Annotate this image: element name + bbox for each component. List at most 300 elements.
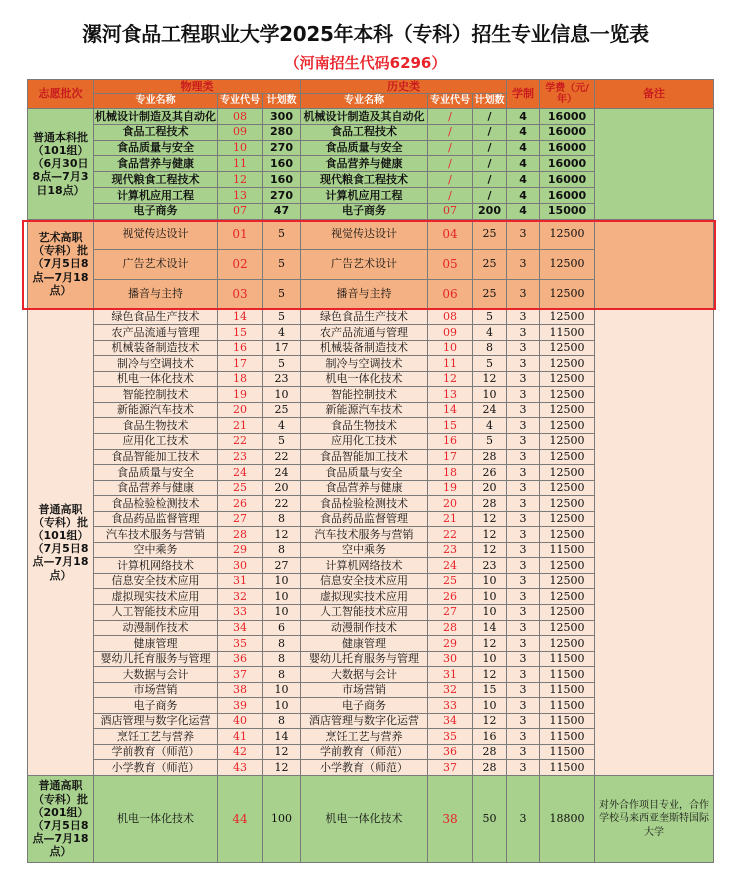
pname-cell: 新能源汽车技术 xyxy=(94,402,218,418)
pcode-cell: 07 xyxy=(218,203,263,219)
pname-cell: 机械装备制造技术 xyxy=(94,340,218,356)
pname-cell: 食品质量与安全 xyxy=(94,140,218,156)
hcode-cell: 34 xyxy=(428,713,473,729)
pplan-cell: 6 xyxy=(263,620,301,636)
hplan-cell: / xyxy=(473,109,507,125)
pname-cell: 现代粮食工程技术 xyxy=(94,172,218,188)
hname-cell: 机电一体化技术 xyxy=(301,371,428,387)
pname-cell: 虚拟现实技术应用 xyxy=(94,589,218,605)
fee-cell: 12500 xyxy=(540,279,595,309)
hcode-cell: 22 xyxy=(428,527,473,543)
years-cell: 3 xyxy=(507,542,540,558)
table-row xyxy=(28,309,714,325)
table-row xyxy=(28,775,714,862)
fee-cell: 12500 xyxy=(540,340,595,356)
pcode-cell: 21 xyxy=(218,418,263,434)
pname-cell: 市场营销 xyxy=(94,682,218,698)
hplan-cell: 12 xyxy=(473,667,507,683)
fee-cell: 12500 xyxy=(540,604,595,620)
hcode-cell: 23 xyxy=(428,542,473,558)
pcode-cell: 41 xyxy=(218,729,263,745)
hname-cell: 视觉传达设计 xyxy=(301,219,428,249)
hplan-cell: 12 xyxy=(473,527,507,543)
pplan-cell: 8 xyxy=(263,667,301,683)
pplan-cell: 8 xyxy=(263,713,301,729)
hcode-cell: 25 xyxy=(428,573,473,589)
years-cell: 3 xyxy=(507,698,540,714)
pcode-cell: 38 xyxy=(218,682,263,698)
pplan-cell: 27 xyxy=(263,558,301,574)
hname-cell: 计算机应用工程 xyxy=(301,187,428,203)
pplan-cell: 8 xyxy=(263,636,301,652)
years-cell: 3 xyxy=(507,527,540,543)
hname-cell: 农产品流通与管理 xyxy=(301,325,428,341)
hcode-cell: 29 xyxy=(428,636,473,652)
pname-cell: 食品质量与安全 xyxy=(94,465,218,481)
hcode-cell: 12 xyxy=(428,371,473,387)
hcode-cell: 31 xyxy=(428,667,473,683)
header-history-code: 专业代号 xyxy=(428,94,473,109)
hplan-cell: 28 xyxy=(473,744,507,760)
pcode-cell: 26 xyxy=(218,496,263,512)
pplan-cell: 24 xyxy=(263,465,301,481)
hcode-cell: 06 xyxy=(428,279,473,309)
hcode-cell: 13 xyxy=(428,387,473,403)
fee-cell: 15000 xyxy=(540,203,595,219)
pplan-cell: 10 xyxy=(263,698,301,714)
hcode-cell: 30 xyxy=(428,651,473,667)
pcode-cell: 39 xyxy=(218,698,263,714)
fee-cell: 11500 xyxy=(540,682,595,698)
fee-cell: 11500 xyxy=(540,744,595,760)
fee-cell: 11500 xyxy=(540,760,595,776)
pcode-cell: 17 xyxy=(218,356,263,372)
note-cell xyxy=(595,309,714,775)
hplan-cell: 12 xyxy=(473,713,507,729)
years-cell: 3 xyxy=(507,511,540,527)
pplan-cell: 10 xyxy=(263,573,301,589)
hcode-cell: 05 xyxy=(428,249,473,279)
years-cell: 4 xyxy=(507,109,540,125)
hplan-cell: 10 xyxy=(473,387,507,403)
years-cell: 4 xyxy=(507,187,540,203)
pplan-cell: 25 xyxy=(263,402,301,418)
hcode-cell: / xyxy=(428,140,473,156)
pplan-cell: 270 xyxy=(263,140,301,156)
hname-cell: 市场营销 xyxy=(301,682,428,698)
years-cell: 3 xyxy=(507,433,540,449)
hcode-cell: 18 xyxy=(428,465,473,481)
hcode-cell: 19 xyxy=(428,480,473,496)
pname-cell: 人工智能技术应用 xyxy=(94,604,218,620)
header-history-name: 专业名称 xyxy=(301,94,428,109)
years-cell: 4 xyxy=(507,172,540,188)
hcode-cell: 07 xyxy=(428,203,473,219)
hname-cell: 虚拟现实技术应用 xyxy=(301,589,428,605)
pcode-cell: 20 xyxy=(218,402,263,418)
hcode-cell: 21 xyxy=(428,511,473,527)
hcode-cell: 28 xyxy=(428,620,473,636)
pcode-cell: 24 xyxy=(218,465,263,481)
years-cell: 3 xyxy=(507,713,540,729)
hplan-cell: / xyxy=(473,140,507,156)
pname-cell: 大数据与会计 xyxy=(94,667,218,683)
hname-cell: 学前教育（师范） xyxy=(301,744,428,760)
batch-cell: 普通高职（专科）批（201组）（7月5日8点—7月18点） xyxy=(28,775,94,862)
hname-cell: 机械设计制造及其自动化 xyxy=(301,109,428,125)
fee-cell: 12500 xyxy=(540,480,595,496)
years-cell: 3 xyxy=(507,620,540,636)
hcode-cell: 33 xyxy=(428,698,473,714)
hname-cell: 机电一体化技术 xyxy=(301,775,428,862)
hname-cell: 食品工程技术 xyxy=(301,124,428,140)
pname-cell: 食品营养与健康 xyxy=(94,480,218,496)
hplan-cell: 4 xyxy=(473,418,507,434)
hcode-cell: 16 xyxy=(428,433,473,449)
pname-cell: 学前教育（师范） xyxy=(94,744,218,760)
hplan-cell: 50 xyxy=(473,775,507,862)
pcode-cell: 44 xyxy=(218,775,263,862)
years-cell: 3 xyxy=(507,387,540,403)
fee-cell: 12500 xyxy=(540,496,595,512)
hplan-cell: / xyxy=(473,124,507,140)
pcode-cell: 37 xyxy=(218,667,263,683)
header-fee: 学费（元/年） xyxy=(540,80,595,109)
pcode-cell: 01 xyxy=(218,219,263,249)
hplan-cell: 23 xyxy=(473,558,507,574)
years-cell: 3 xyxy=(507,418,540,434)
pcode-cell: 09 xyxy=(218,124,263,140)
years-cell: 3 xyxy=(507,325,540,341)
hname-cell: 机械装备制造技术 xyxy=(301,340,428,356)
pcode-cell: 27 xyxy=(218,511,263,527)
batch-cell: 普通本科批（101组）（6月30日8点—7月3日18点） xyxy=(28,109,94,220)
header-physics-plan: 计划数 xyxy=(263,94,301,109)
pcode-cell: 10 xyxy=(218,140,263,156)
hname-cell: 烹饪工艺与营养 xyxy=(301,729,428,745)
pname-cell: 烹饪工艺与营养 xyxy=(94,729,218,745)
pcode-cell: 16 xyxy=(218,340,263,356)
fee-cell: 12500 xyxy=(540,371,595,387)
hname-cell: 健康管理 xyxy=(301,636,428,652)
fee-cell: 12500 xyxy=(540,249,595,279)
pplan-cell: 23 xyxy=(263,371,301,387)
fee-cell: 11500 xyxy=(540,667,595,683)
years-cell: 3 xyxy=(507,558,540,574)
hplan-cell: 12 xyxy=(473,636,507,652)
pcode-cell: 11 xyxy=(218,156,263,172)
pplan-cell: 5 xyxy=(263,219,301,249)
pplan-cell: 5 xyxy=(263,309,301,325)
hplan-cell: 20 xyxy=(473,480,507,496)
header-note: 备注 xyxy=(595,80,714,109)
pplan-cell: 8 xyxy=(263,511,301,527)
pname-cell: 小学教育（师范） xyxy=(94,760,218,776)
years-cell: 3 xyxy=(507,775,540,862)
hplan-cell: 10 xyxy=(473,604,507,620)
hplan-cell: 28 xyxy=(473,496,507,512)
pplan-cell: 5 xyxy=(263,279,301,309)
fee-cell: 11500 xyxy=(540,542,595,558)
years-cell: 4 xyxy=(507,124,540,140)
pplan-cell: 14 xyxy=(263,729,301,745)
pplan-cell: 100 xyxy=(263,775,301,862)
hname-cell: 广告艺术设计 xyxy=(301,249,428,279)
hname-cell: 大数据与会计 xyxy=(301,667,428,683)
years-cell: 3 xyxy=(507,667,540,683)
hplan-cell: 26 xyxy=(473,465,507,481)
fee-cell: 12500 xyxy=(540,387,595,403)
admission-table xyxy=(27,79,714,863)
pcode-cell: 35 xyxy=(218,636,263,652)
pcode-cell: 29 xyxy=(218,542,263,558)
fee-cell: 11500 xyxy=(540,325,595,341)
pname-cell: 健康管理 xyxy=(94,636,218,652)
years-cell: 3 xyxy=(507,480,540,496)
pcode-cell: 13 xyxy=(218,187,263,203)
pname-cell: 食品智能加工技术 xyxy=(94,449,218,465)
hcode-cell: 24 xyxy=(428,558,473,574)
hplan-cell: / xyxy=(473,172,507,188)
years-cell: 3 xyxy=(507,371,540,387)
hplan-cell: 5 xyxy=(473,309,507,325)
hcode-cell: 11 xyxy=(428,356,473,372)
fee-cell: 16000 xyxy=(540,140,595,156)
pplan-cell: 22 xyxy=(263,496,301,512)
pname-cell: 食品工程技术 xyxy=(94,124,218,140)
pplan-cell: 10 xyxy=(263,387,301,403)
pname-cell: 计算机应用工程 xyxy=(94,187,218,203)
pplan-cell: 8 xyxy=(263,542,301,558)
fee-cell: 18800 xyxy=(540,775,595,862)
fee-cell: 12500 xyxy=(540,620,595,636)
hplan-cell: 10 xyxy=(473,698,507,714)
pcode-cell: 02 xyxy=(218,249,263,279)
pcode-cell: 15 xyxy=(218,325,263,341)
hname-cell: 食品生物技术 xyxy=(301,418,428,434)
pname-cell: 机电一体化技术 xyxy=(94,371,218,387)
note-cell: 对外合作项目专业，合作学校马来西亚奎斯特国际大学 xyxy=(595,775,714,862)
hcode-cell: 15 xyxy=(428,418,473,434)
pname-cell: 应用化工技术 xyxy=(94,433,218,449)
hplan-cell: 24 xyxy=(473,402,507,418)
pname-cell: 电子商务 xyxy=(94,698,218,714)
pname-cell: 动漫制作技术 xyxy=(94,620,218,636)
hname-cell: 食品营养与健康 xyxy=(301,156,428,172)
years-cell: 4 xyxy=(507,156,540,172)
pname-cell: 酒店管理与数字化运营 xyxy=(94,713,218,729)
years-cell: 3 xyxy=(507,309,540,325)
hplan-cell: 200 xyxy=(473,203,507,219)
pname-cell: 智能控制技术 xyxy=(94,387,218,403)
hname-cell: 现代粮食工程技术 xyxy=(301,172,428,188)
years-cell: 3 xyxy=(507,340,540,356)
fee-cell: 16000 xyxy=(540,109,595,125)
pplan-cell: 5 xyxy=(263,433,301,449)
hcode-cell: / xyxy=(428,172,473,188)
pname-cell: 机械设计制造及其自动化 xyxy=(95,109,216,123)
fee-cell: 12500 xyxy=(540,219,595,249)
years-cell: 3 xyxy=(507,465,540,481)
pname-cell: 食品药品监督管理 xyxy=(94,511,218,527)
hname-cell: 绿色食品生产技术 xyxy=(301,309,428,325)
pcode-cell: 19 xyxy=(218,387,263,403)
pcode-cell: 32 xyxy=(218,589,263,605)
years-cell: 3 xyxy=(507,249,540,279)
hcode-cell: / xyxy=(428,109,473,125)
fee-cell: 12500 xyxy=(540,511,595,527)
hcode-cell: 36 xyxy=(428,744,473,760)
pname-cell: 广告艺术设计 xyxy=(94,249,218,279)
pname-cell: 播音与主持 xyxy=(94,279,218,309)
hcode-cell: 04 xyxy=(428,219,473,249)
pcode-cell: 12 xyxy=(218,172,263,188)
pplan-cell: 4 xyxy=(263,418,301,434)
hplan-cell: 28 xyxy=(473,760,507,776)
pplan-cell: 12 xyxy=(263,527,301,543)
fee-cell: 12500 xyxy=(540,465,595,481)
hcode-cell: 32 xyxy=(428,682,473,698)
fee-cell: 12500 xyxy=(540,309,595,325)
hname-cell: 制冷与空调技术 xyxy=(301,356,428,372)
years-cell: 3 xyxy=(507,449,540,465)
years-cell: 3 xyxy=(507,356,540,372)
fee-cell: 12500 xyxy=(540,589,595,605)
hplan-cell: 25 xyxy=(473,249,507,279)
hcode-cell: / xyxy=(428,187,473,203)
pcode-cell: 42 xyxy=(218,744,263,760)
hname-cell: 电子商务 xyxy=(301,203,428,219)
years-cell: 3 xyxy=(507,589,540,605)
pcode-cell: 25 xyxy=(218,480,263,496)
pcode-cell: 36 xyxy=(218,651,263,667)
hname-cell: 食品检验检测技术 xyxy=(301,496,428,512)
pcode-cell: 22 xyxy=(218,433,263,449)
hname-cell: 信息安全技术应用 xyxy=(301,573,428,589)
hcode-cell: 20 xyxy=(428,496,473,512)
pname-cell: 空中乘务 xyxy=(94,542,218,558)
hname-cell: 食品营养与健康 xyxy=(301,480,428,496)
years-cell: 3 xyxy=(507,636,540,652)
pcode-cell: 03 xyxy=(218,279,263,309)
hcode-cell: 35 xyxy=(428,729,473,745)
years-cell: 3 xyxy=(507,496,540,512)
years-cell: 3 xyxy=(507,760,540,776)
fee-cell: 12500 xyxy=(540,573,595,589)
fee-cell: 12500 xyxy=(540,449,595,465)
header-history: 历史类 xyxy=(301,80,507,94)
hname-cell: 食品质量与安全 xyxy=(301,140,428,156)
pplan-cell: 17 xyxy=(263,340,301,356)
pname-cell: 绿色食品生产技术 xyxy=(94,309,218,325)
note-cell xyxy=(595,219,714,309)
pplan-cell: 12 xyxy=(263,744,301,760)
hplan-cell: / xyxy=(473,156,507,172)
fee-cell: 16000 xyxy=(540,124,595,140)
hplan-cell: 25 xyxy=(473,219,507,249)
pcode-cell: 34 xyxy=(218,620,263,636)
fee-cell: 16000 xyxy=(540,187,595,203)
fee-cell: 12500 xyxy=(540,356,595,372)
pname-cell: 制冷与空调技术 xyxy=(94,356,218,372)
table-row xyxy=(28,219,714,249)
hname-cell: 电子商务 xyxy=(301,698,428,714)
pcode-cell: 28 xyxy=(218,527,263,543)
fee-cell: 11500 xyxy=(540,713,595,729)
years-cell: 4 xyxy=(507,140,540,156)
hplan-cell: 12 xyxy=(473,371,507,387)
pcode-cell: 30 xyxy=(218,558,263,574)
hplan-cell: 12 xyxy=(473,542,507,558)
pplan-cell: 4 xyxy=(263,325,301,341)
pplan-cell: 270 xyxy=(263,187,301,203)
hname-cell: 智能控制技术 xyxy=(301,387,428,403)
hname-cell: 婴幼儿托育服务与管理 xyxy=(301,651,428,667)
hcode-cell: 27 xyxy=(428,604,473,620)
pname-cell: 食品生物技术 xyxy=(94,418,218,434)
header-history-plan: 计划数 xyxy=(473,94,507,109)
fee-cell: 12500 xyxy=(540,402,595,418)
hcode-cell: 38 xyxy=(428,775,473,862)
pplan-cell: 5 xyxy=(263,249,301,279)
years-cell: 3 xyxy=(507,219,540,249)
page-subtitle: （河南招生代码6296） xyxy=(284,54,447,72)
hplan-cell: 4 xyxy=(473,325,507,341)
pname-cell: 计算机网络技术 xyxy=(94,558,218,574)
years-cell: 3 xyxy=(507,279,540,309)
pplan-cell: 300 xyxy=(263,109,301,125)
hplan-cell: 5 xyxy=(473,356,507,372)
pplan-cell: 10 xyxy=(263,589,301,605)
pcode-cell: 18 xyxy=(218,371,263,387)
pname-cell: 电子商务 xyxy=(94,203,218,219)
years-cell: 4 xyxy=(507,203,540,219)
hname-cell: 食品智能加工技术 xyxy=(301,449,428,465)
years-cell: 3 xyxy=(507,651,540,667)
fee-cell: 16000 xyxy=(540,156,595,172)
hname-cell: 动漫制作技术 xyxy=(301,620,428,636)
hname-cell: 小学教育（师范） xyxy=(301,760,428,776)
note-cell xyxy=(595,109,714,220)
hname-cell: 食品质量与安全 xyxy=(301,465,428,481)
hplan-cell: 15 xyxy=(473,682,507,698)
header-physics-code: 专业代号 xyxy=(218,94,263,109)
fee-cell: 12500 xyxy=(540,433,595,449)
pplan-cell: 10 xyxy=(263,682,301,698)
hname-cell: 应用化工技术 xyxy=(301,433,428,449)
hcode-cell: 10 xyxy=(428,340,473,356)
fee-cell: 12500 xyxy=(540,527,595,543)
pname-cell: 食品检验检测技术 xyxy=(94,496,218,512)
pplan-cell: 47 xyxy=(263,203,301,219)
hplan-cell: 10 xyxy=(473,651,507,667)
years-cell: 3 xyxy=(507,573,540,589)
pcode-cell: 40 xyxy=(218,713,263,729)
pname-cell: 食品营养与健康 xyxy=(94,156,218,172)
hplan-cell: 12 xyxy=(473,511,507,527)
fee-cell: 16000 xyxy=(540,172,595,188)
page-title: 漯河食品工程职业大学2025年本科（专科）招生专业信息一览表 xyxy=(82,22,649,46)
hplan-cell: 16 xyxy=(473,729,507,745)
hname-cell: 播音与主持 xyxy=(301,279,428,309)
pplan-cell: 5 xyxy=(263,356,301,372)
hname-cell: 空中乘务 xyxy=(301,542,428,558)
years-cell: 3 xyxy=(507,744,540,760)
hcode-cell: 17 xyxy=(428,449,473,465)
pplan-cell: 160 xyxy=(263,172,301,188)
pname-cell: 机电一体化技术 xyxy=(94,775,218,862)
hcode-cell: / xyxy=(428,124,473,140)
